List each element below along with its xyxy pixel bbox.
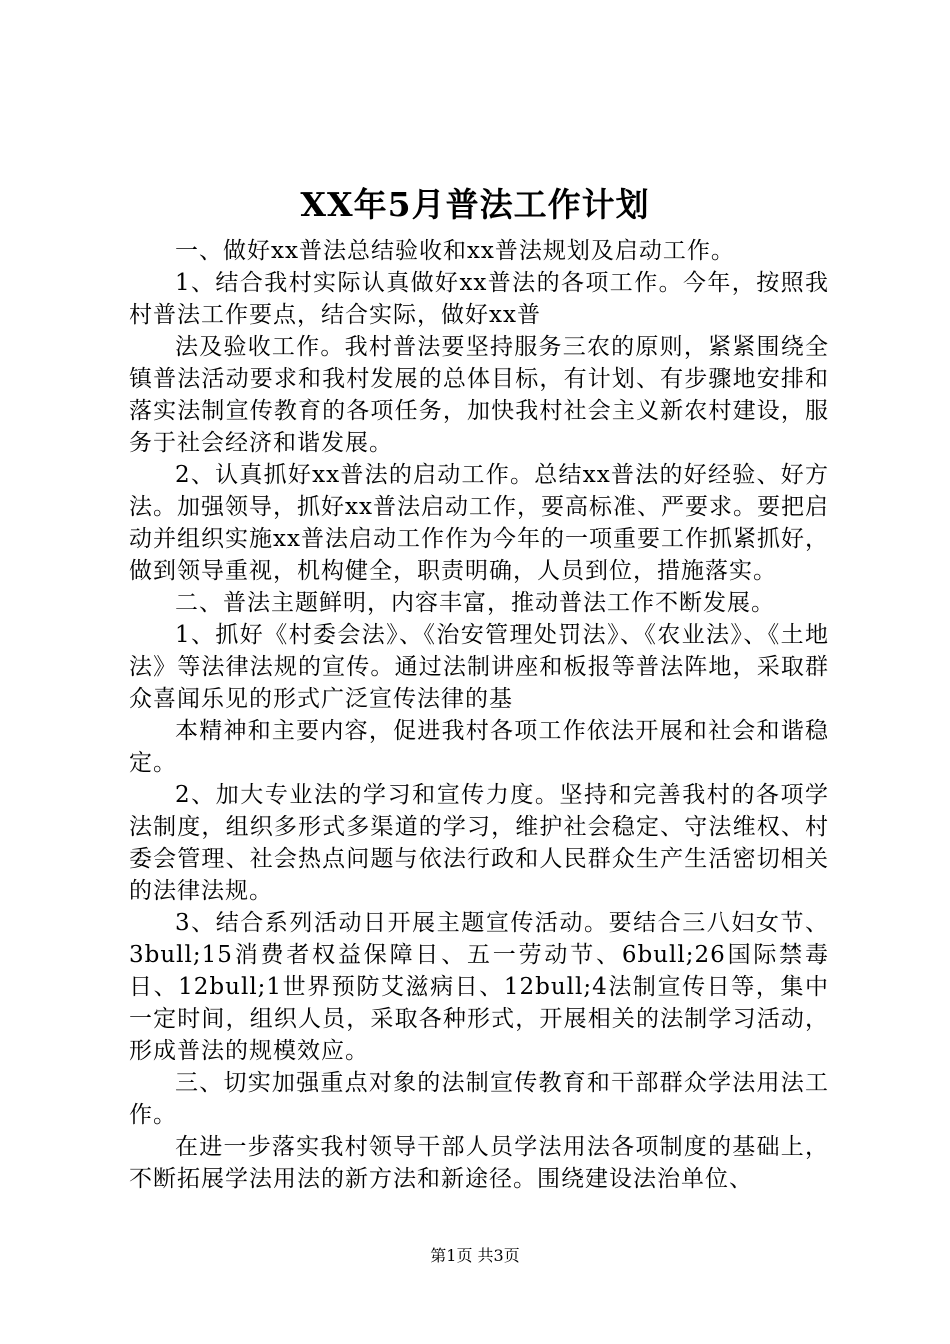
paragraph-8: 2、加大专业法的学习和宣传力度。坚持和完善我村的各项学法制度，组织多形式多渠道的学习，维护社会稳定、守法维权、村委会管理、社会热点问题与依法行政和人民群众生产生活密切相关的法律法规。 [129,782,829,904]
paragraph-2: 1、结合我村实际认真做好xx普法的各项工作。今年，按照我村普法工作要点，结合实际，做好xx普 [129,270,829,328]
document-title: XX年5月普法工作计划 [300,185,650,224]
paragraph-4: 2、认真抓好xx普法的启动工作。总结xx普法的好经验、好方法。加强领导，抓好xx普法启动工作，要高标准、严要求。要把启动并组织实施xx普法启动工作作为今年的一项重要工作抓紧抓好，做到领导重视，机构健全，职责明确，人员到位，措施落实。 [129,462,829,584]
paragraph-9: 3、结合系列活动日开展主题宣传活动。要结合三八妇女节、3bull;15消费者权益保障日、五一劳动节、6bull;26国际禁毒日、12bull;1世界预防艾滋病日、12bull;4法制宣传日等，集中一定时间，组织人员，采取各种形式，开展相关的法制学习活动，形成普法的规模效应。 [129,910,829,1064]
document-body [129,235,829,1195]
paragraph-10: 三、切实加强重点对象的法制宣传教育和干部群众学法用法工作。 [129,1070,829,1128]
paragraph-3: 法及验收工作。我村普法要坚持服务三农的原则，紧紧围绕全镇普法活动要求和我村发展的总体目标，有计划、有步骤地安排和落实法制宣传教育的各项任务，加快我村社会主义新农村建设，服务于社会经济和谐发展。 [129,334,829,456]
paragraph-6: 1、抓好《村委会法》、《治安管理处罚法》、《农业法》、《土地法》等法律法规的宣传。通过法制讲座和板报等普法阵地，采取群众喜闻乐见的形式广泛宣传法律的基 [129,622,829,712]
paragraph-5: 二、普法主题鲜明，内容丰富，推动普法工作不断发展。 [175,590,775,616]
paragraph-1: 一、做好xx普法总结验收和xx普法规划及启动工作。 [175,238,735,264]
paragraph-11: 在进一步落实我村领导干部人员学法用法各项制度的基础上，不断拓展学法用法的新方法和新途径。围绕建设法治单位、 [129,1134,829,1192]
paragraph-7: 本精神和主要内容，促进我村各项工作依法开展和社会和谐稳定。 [129,718,829,776]
page-footer: 第1页 共3页 [430,1246,520,1265]
